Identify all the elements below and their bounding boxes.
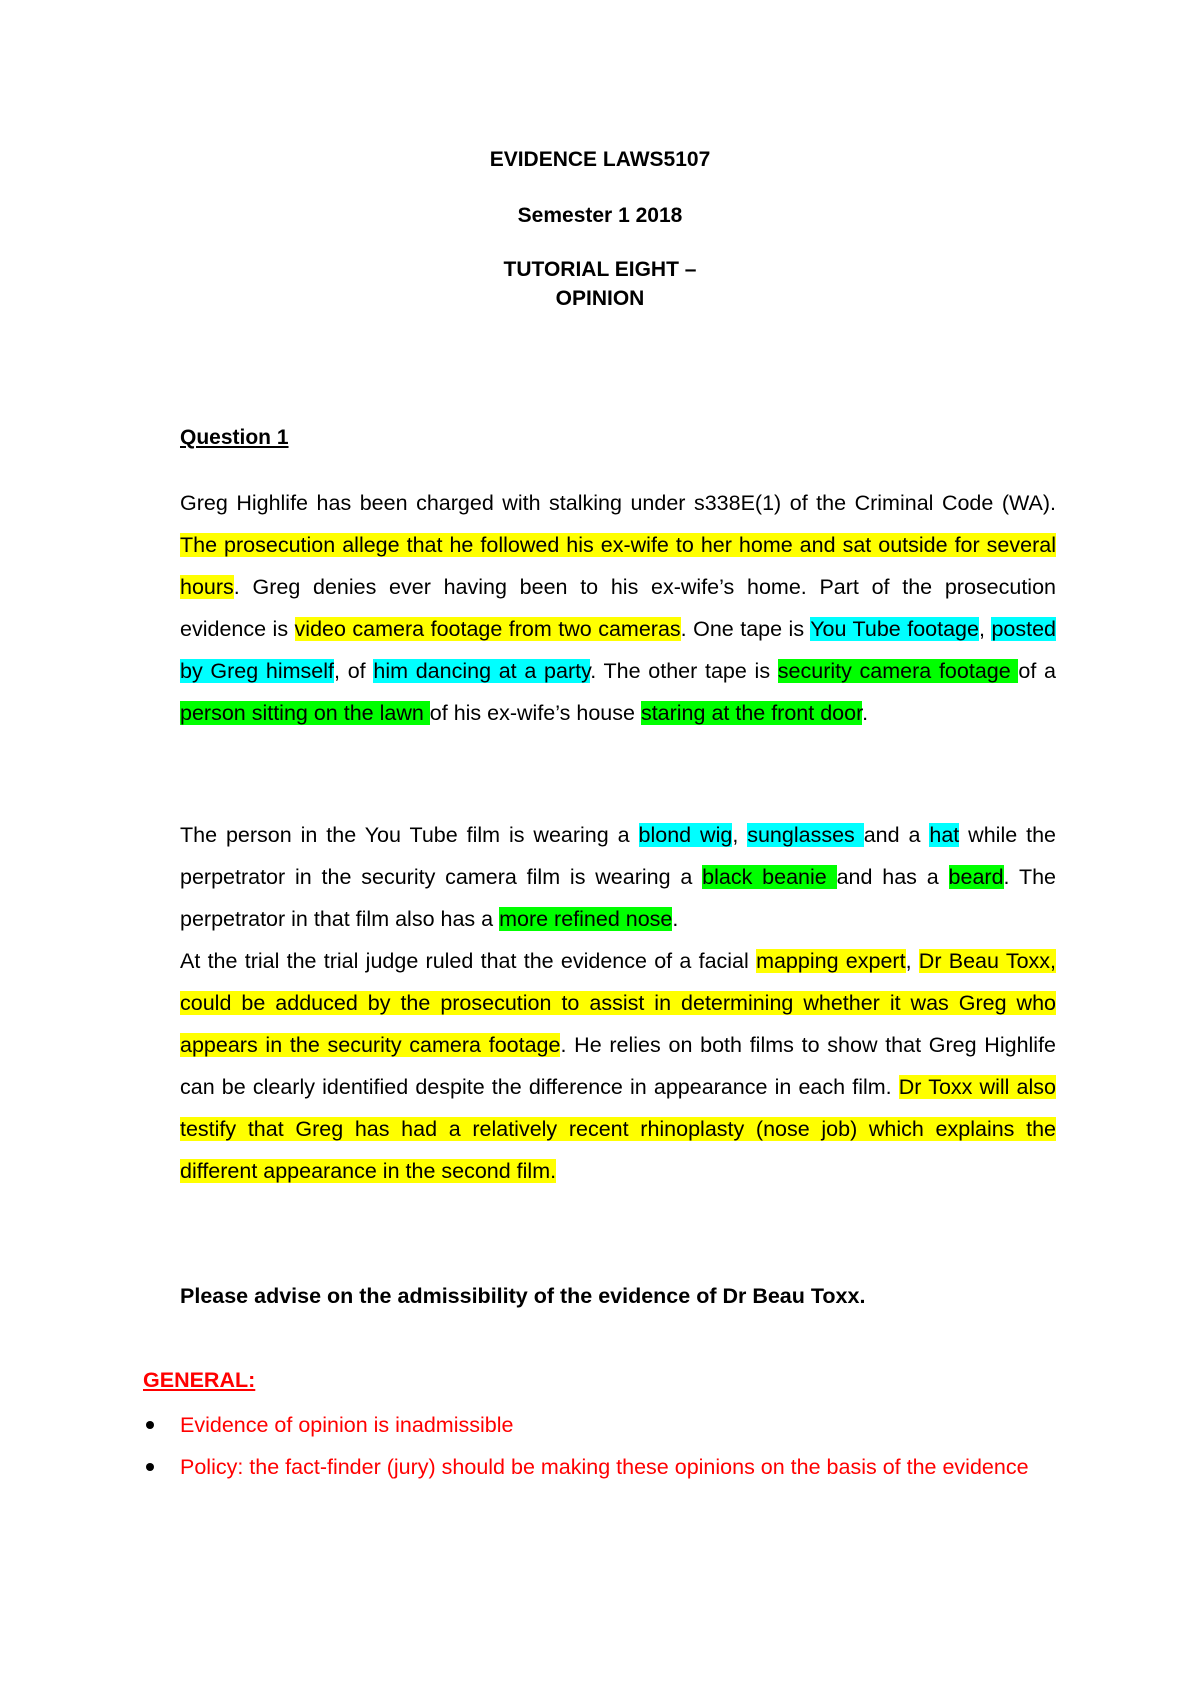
bullet-item [143,1404,1063,1446]
paragraph-text: . The perpetrator in that film also has a [180,865,1057,931]
course-title: EVIDENCE LAWS5107 [489,148,711,171]
paragraph-text: . He relies on both films to show that Greg Highlife can be clearly identified despite the difference in appearance in each film. [180,1033,1057,1099]
highlighted-text: video camera footage from two cameras [294,617,681,641]
question-heading: Question 1 [180,426,289,449]
paragraph-text: , [905,949,919,973]
paragraph-text: and has a [836,865,949,889]
paragraph-text: . One tape is [680,617,811,641]
bullet-dot-icon [146,1421,154,1429]
highlighted-text: The prosecution allege that he followed his ex-wife to her home and sat outside for several hours [180,533,1056,599]
highlighted-text: Dr Beau Toxx, could be adduced by the prosecution to assist in determining whether it was Greg who appears in the security camera footage [180,949,1057,1057]
highlighted-text: more refined nose [499,907,673,931]
question-paragraph-2 [180,814,1056,940]
tutorial-title-line1: TUTORIAL EIGHT – [503,258,697,281]
highlighted-text: sunglasses [747,823,864,847]
bullet-dot-icon [146,1463,154,1471]
paragraph-text: , [732,823,748,847]
paragraph-text: Greg Highlife has been charged with stalking under s338E(1) of the Criminal Code (WA). [180,491,1056,515]
highlighted-text: posted by Greg himself [180,617,1056,683]
instruction-line: Please advise on the admissibility of the evidence of Dr Beau Toxx. [180,1284,866,1308]
general-heading: GENERAL: [143,1368,256,1392]
highlighted-text: staring at the front door [640,701,863,725]
paragraph-text: . Greg denies ever having been to his ex-wife’s home. Part of the prosecution evidence is [180,575,1056,641]
highlighted-text: blond wig [638,823,733,847]
paragraph-text: . [672,907,679,931]
paragraph-text: and a [863,823,930,847]
paragraph-text: of a [1018,659,1056,683]
paragraph-text: , of [334,659,374,683]
highlighted-text: beard [948,865,1004,889]
paragraph-text: . [862,701,869,725]
paragraph-text: of his ex-wife’s house [429,701,641,725]
tutorial-title-line2: OPINION [555,287,645,310]
highlighted-text: mapping expert [756,949,906,973]
paragraph-text: At the trial the trial judge ruled that the evidence of a facial [180,949,757,973]
bullet-text: Policy: the fact-finder (jury) should be making these opinions on the basis of the evidence [180,1455,1029,1479]
paragraph-text: . The other tape is [590,659,778,683]
highlighted-text: person sitting on the lawn [180,701,430,725]
paragraph-text: while the perpetrator in the security camera film is wearing a [180,823,1056,889]
question-paragraph-3 [180,940,1056,1192]
highlighted-text: You Tube footage [810,617,979,641]
question-paragraph-1 [180,482,1056,734]
semester-line: Semester 1 2018 [517,204,683,227]
paragraph-text: The person in the You Tube film is wearing a [180,823,639,847]
highlighted-text: hat [929,823,960,847]
bullet-text: Evidence of opinion is inadmissible [180,1413,514,1437]
highlighted-text: Dr Toxx will also testify that Greg has had a relatively recent rhinoplasty (nose job) which explains the different appearance in the second film. [180,1075,1056,1183]
bullet-item [143,1446,1063,1488]
paragraph-text: , [978,617,992,641]
general-bullet-list [143,1404,1063,1488]
highlighted-text: him dancing at a party [373,659,591,683]
highlighted-text: security camera footage [777,659,1019,683]
highlighted-text: black beanie [702,865,837,889]
